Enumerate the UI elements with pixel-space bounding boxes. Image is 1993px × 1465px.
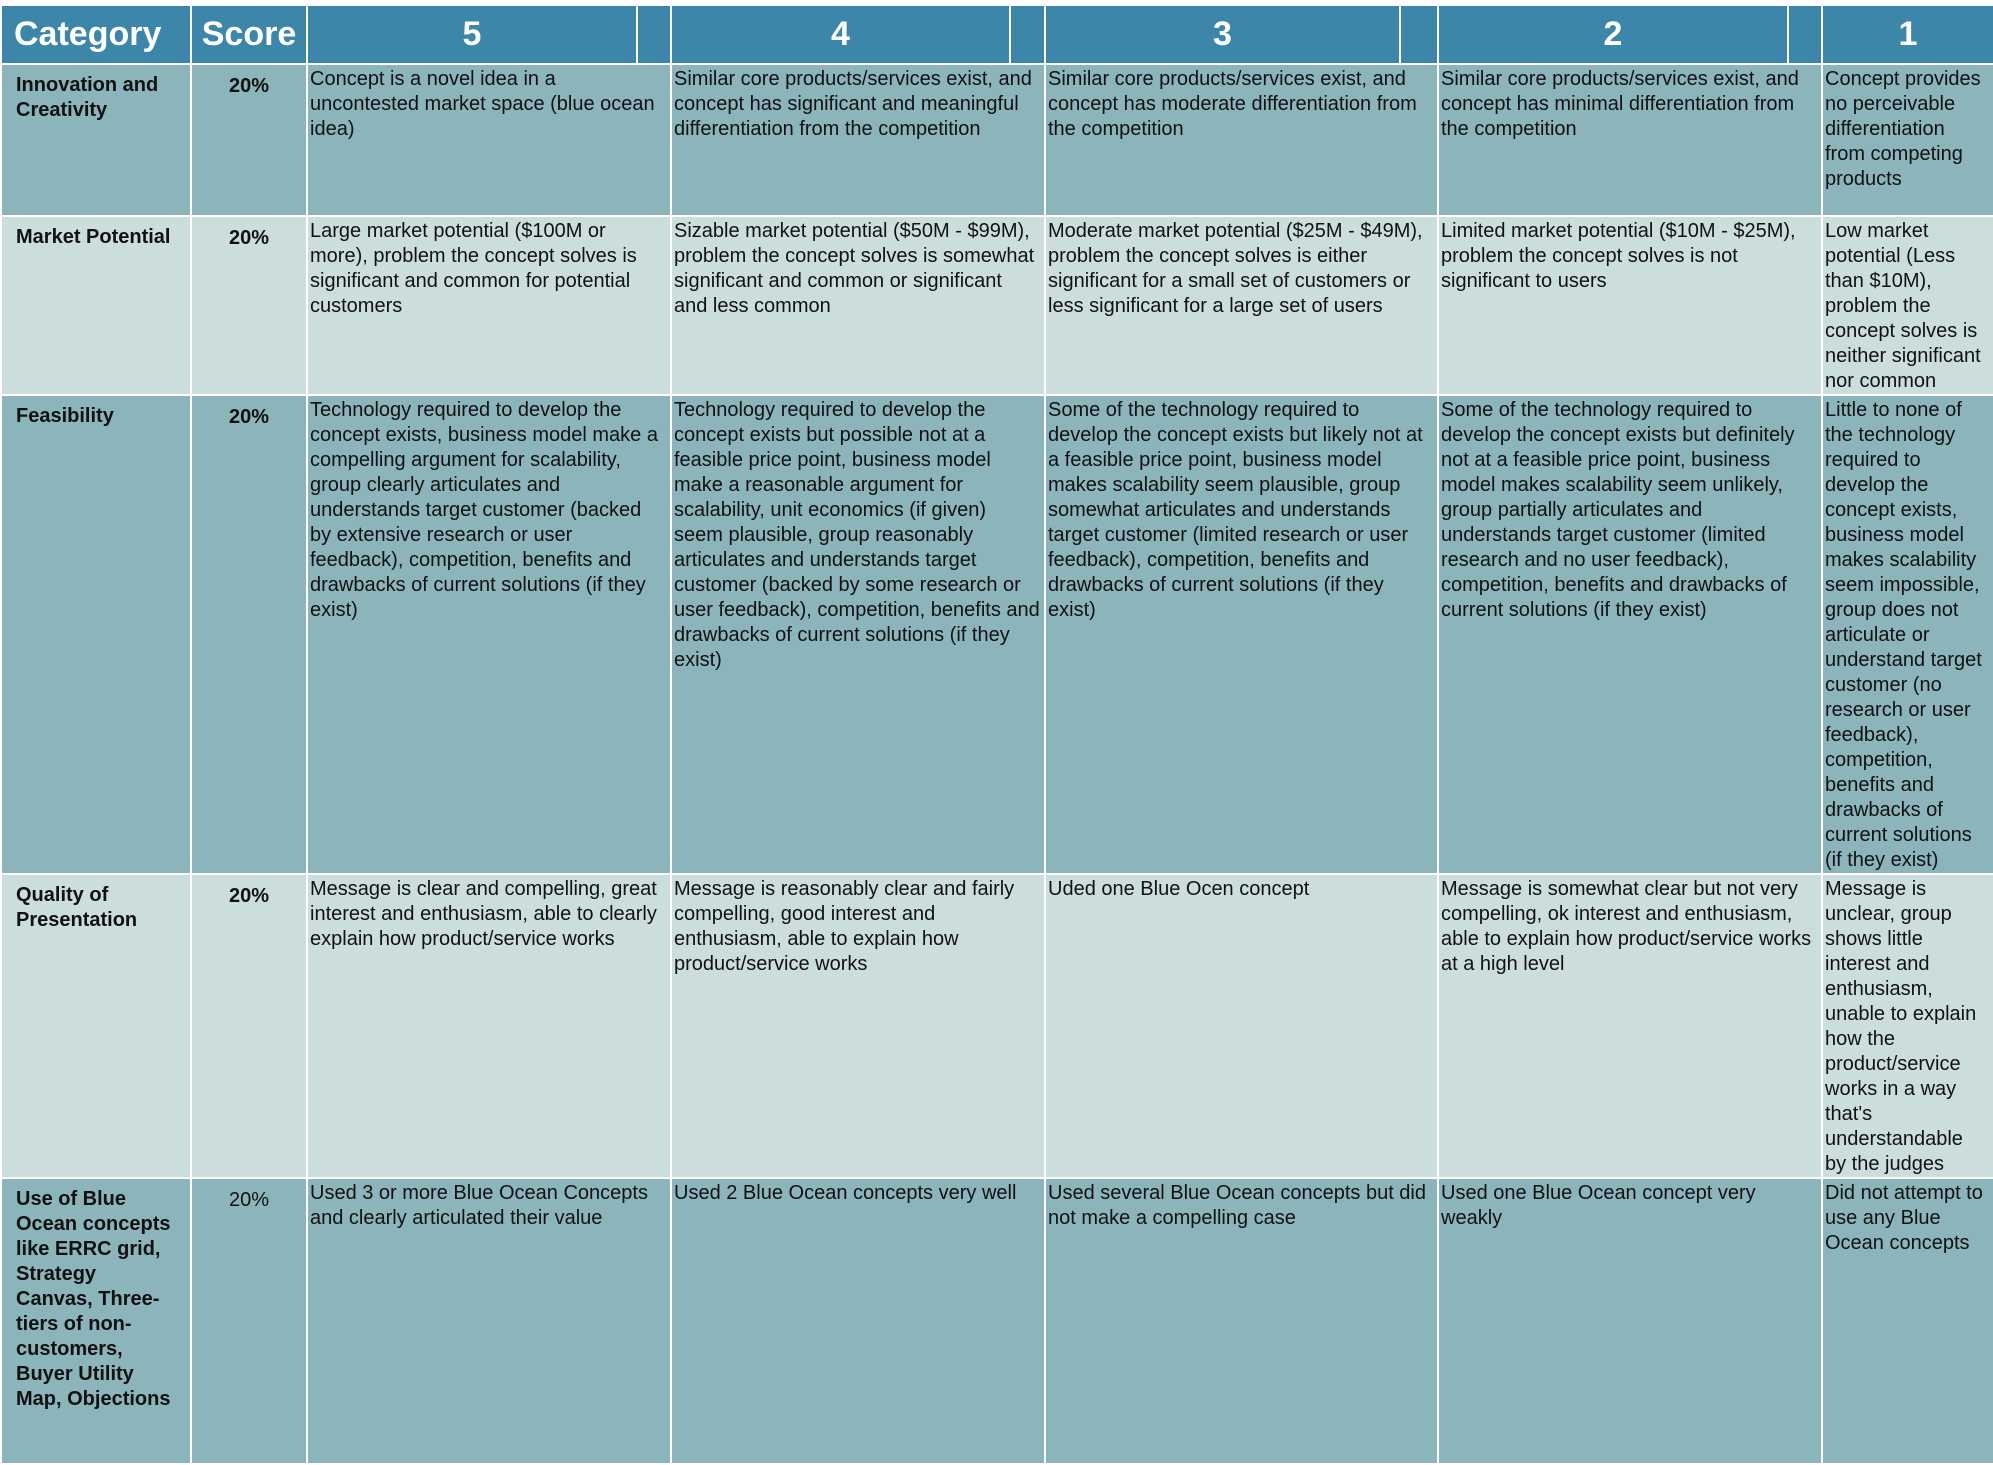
cell-level-1: Concept provides no perceivable differentiation from competing products bbox=[1822, 64, 1993, 216]
cell-level-4: Technology required to develop the concept exists but possible not at a feasible price point, business model make a reasonable argument for scalability, unit economics (if given) seem plausible, group reasonably articulates and understands target customer (backed by some research or user feedback), competition, benefits and drawbacks of current solutions (if they exist) bbox=[671, 395, 1045, 874]
cell-level-1: Little to none of the technology required to develop the concept exists, business model makes scalability seem impossible, group does not articulate or understand target customer (no research or user feedback), competition, benefits and drawbacks of current solutions (if they exist) bbox=[1822, 395, 1993, 874]
cell-level-3: Some of the technology required to develop the concept exists but likely not at a feasible price point, business model makes scalability seem plausible, group somewhat articulates and understands target customer (limited research or user feedback), competition, benefits and drawbacks of current solutions (if they exist) bbox=[1045, 395, 1438, 874]
header-level-1: 1 bbox=[1822, 5, 1993, 64]
table-row bbox=[1, 216, 1993, 395]
cell-level-2: Message is somewhat clear but not very compelling, ok interest and enthusiasm, able to explain how product/service works at a high level bbox=[1438, 874, 1822, 1178]
row-category: Quality of Presentation bbox=[1, 874, 191, 1178]
header-gap bbox=[1788, 5, 1822, 64]
table-row bbox=[1, 64, 1993, 216]
cell-level-3: Uded one Blue Ocen concept bbox=[1045, 874, 1438, 1178]
table-row bbox=[1, 395, 1993, 874]
row-category: Feasibility bbox=[1, 395, 191, 874]
header-row bbox=[1, 5, 1993, 64]
table-row bbox=[1, 1178, 1993, 1464]
row-score: 20% bbox=[191, 1178, 307, 1464]
row-category: Use of Blue Ocean concepts like ERRC grid, Strategy Canvas, Three-tiers of non-customers, Buyer Utility Map, Objections bbox=[1, 1178, 191, 1464]
row-score: 20% bbox=[191, 64, 307, 216]
table-row bbox=[1, 874, 1993, 1178]
header-level-5: 5 bbox=[307, 5, 637, 64]
row-score: 20% bbox=[191, 395, 307, 874]
row-category: Innovation and Creativity bbox=[1, 64, 191, 216]
cell-level-5: Concept is a novel idea in a uncontested market space (blue ocean idea) bbox=[307, 64, 671, 216]
header-level-2: 2 bbox=[1438, 5, 1788, 64]
cell-level-5: Large market potential ($100M or more), problem the concept solves is significant and common for potential customers bbox=[307, 216, 671, 395]
cell-level-1: Did not attempt to use any Blue Ocean concepts bbox=[1822, 1178, 1993, 1464]
cell-level-2: Some of the technology required to develop the concept exists but definitely not at a feasible price point, business model makes scalability seem unlikely, group partially articulates and understands target customer (limited research and no user feedback), competition, benefits and drawbacks of current solutions (if they exist) bbox=[1438, 395, 1822, 874]
header-level-3: 3 bbox=[1045, 5, 1400, 64]
row-score: 20% bbox=[191, 216, 307, 395]
header-score: Score bbox=[191, 5, 307, 64]
cell-level-3: Moderate market potential ($25M - $49M), problem the concept solves is either significant for a small set of customers or less significant for a large set of users bbox=[1045, 216, 1438, 395]
cell-level-1: Message is unclear, group shows little interest and enthusiasm, unable to explain how the product/service works in a way that's understandable by the judges bbox=[1822, 874, 1993, 1178]
rubric-table bbox=[0, 4, 1993, 1465]
header-gap bbox=[637, 5, 671, 64]
cell-level-2: Similar core products/services exist, and concept has minimal differentiation from the competition bbox=[1438, 64, 1822, 216]
header-gap bbox=[1010, 5, 1045, 64]
cell-level-2: Used one Blue Ocean concept very weakly bbox=[1438, 1178, 1822, 1464]
header-category: Category bbox=[1, 5, 191, 64]
cell-level-5: Technology required to develop the concept exists, business model make a compelling argument for scalability, group clearly articulates and understands target customer (backed by extensive research or user feedback), competition, benefits and drawbacks of current solutions (if they exist) bbox=[307, 395, 671, 874]
cell-level-4: Used 2 Blue Ocean concepts very well bbox=[671, 1178, 1045, 1464]
cell-level-4: Sizable market potential ($50M - $99M), problem the concept solves is somewhat significant and common or significant and less common bbox=[671, 216, 1045, 395]
cell-level-5: Used 3 or more Blue Ocean Concepts and clearly articulated their value bbox=[307, 1178, 671, 1464]
cell-level-1: Low market potential (Less than $10M), problem the concept solves is neither significant nor common bbox=[1822, 216, 1993, 395]
cell-level-4: Message is reasonably clear and fairly compelling, good interest and enthusiasm, able to explain how product/service works bbox=[671, 874, 1045, 1178]
cell-level-2: Limited market potential ($10M - $25M), problem the concept solves is not significant to users bbox=[1438, 216, 1822, 395]
row-score: 20% bbox=[191, 874, 307, 1178]
cell-level-3: Similar core products/services exist, and concept has moderate differentiation from the competition bbox=[1045, 64, 1438, 216]
row-category: Market Potential bbox=[1, 216, 191, 395]
header-level-4: 4 bbox=[671, 5, 1010, 64]
header-gap bbox=[1400, 5, 1438, 64]
rubric-table-wrapper bbox=[0, 4, 1993, 1465]
cell-level-5: Message is clear and compelling, great interest and enthusiasm, able to clearly explain how product/service works bbox=[307, 874, 671, 1178]
cell-level-4: Similar core products/services exist, and concept has significant and meaningful differentiation from the competition bbox=[671, 64, 1045, 216]
cell-level-3: Used several Blue Ocean concepts but did not make a compelling case bbox=[1045, 1178, 1438, 1464]
